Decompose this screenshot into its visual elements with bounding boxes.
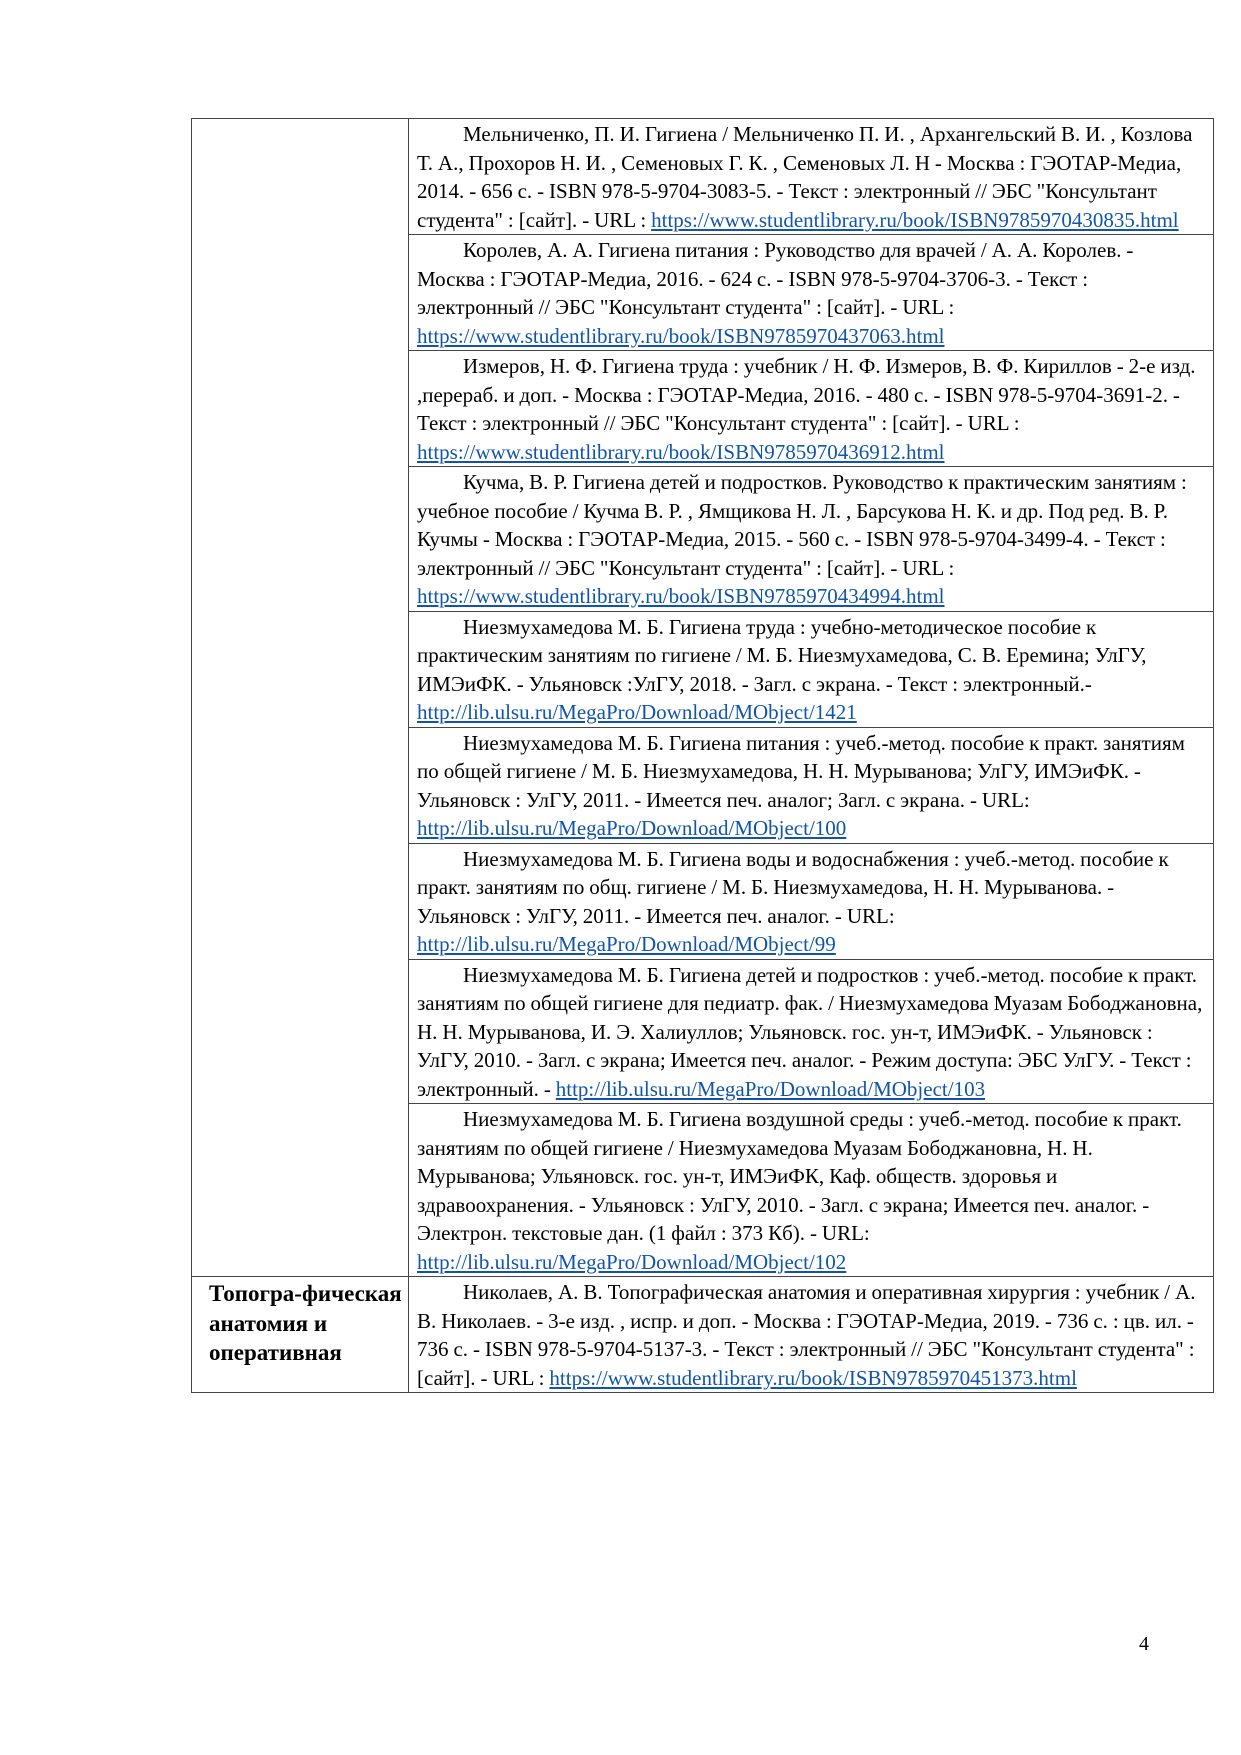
reference-cell [409, 611, 1214, 727]
table-row [192, 1277, 1214, 1393]
reference-link[interactable]: http://lib.ulsu.ru/MegaPro/Download/MObject/102 [417, 1249, 847, 1274]
reference-entry [409, 844, 1213, 959]
reference-text: Кучма, В. Р. Гигиена детей и подростков. Руководство к практическим занятиям : учебное пособие / Кучма В. Р. , Ямщикова Н. Л. , Барсукова Н. К. и др. Под ред. В. Р. Кучмы - Москва : ГЭОТАР-Медиа, 2015. - 560 с. - ISBN 978-5-9704-3499-4. - Текст : электронный // ЭБС "Консультант студента" : [сайт]. - URL : [417, 470, 1187, 580]
reference-link[interactable]: http://lib.ulsu.ru/MegaPro/Download/MObject/100 [417, 816, 847, 840]
subject-cell [192, 119, 409, 1277]
reference-text: Ниезмухамедова М. Б. Гигиена воздушной среды : учеб.-метод. пособие к практ. занятиям по общей гигиене / Ниезмухамедова Муазам Бободжановна, Н. Н. Мурыванова; Ульяновск. гос. ун-т, ИМЭиФК, Каф. обществ. здоровья и здравоохранения. - Ульяновск : УлГУ, 2010. - Загл. с экрана; Имеется печ. аналог. - Электрон. текстовые дан. (1 файл : 373 Кб). - URL: [417, 1107, 1182, 1245]
reference-link[interactable]: https://www.studentlibrary.ru/book/ISBN9785970430835.html [651, 207, 1179, 232]
reference-cell [409, 467, 1214, 612]
reference-cell [409, 119, 1214, 235]
reference-cell [409, 1104, 1214, 1277]
reference-link[interactable]: http://lib.ulsu.ru/MegaPro/Download/MObject/1421 [417, 700, 857, 724]
reference-cell [409, 351, 1214, 467]
reference-entry [409, 467, 1213, 611]
literature-table [191, 118, 1214, 1393]
reference-entry [409, 1277, 1213, 1392]
reference-entry [409, 612, 1213, 727]
subject-label: Топогра-фическая анатомия и оперативная [209, 1281, 402, 1365]
reference-entry [409, 119, 1213, 234]
reference-cell [409, 843, 1214, 959]
literature-table-body [192, 119, 1214, 1393]
reference-link[interactable]: http://lib.ulsu.ru/MegaPro/Download/MObject/99 [417, 932, 836, 956]
reference-link[interactable]: http://lib.ulsu.ru/MegaPro/Download/MObject/103 [555, 1076, 986, 1101]
subject-cell [192, 1277, 409, 1393]
reference-cell [409, 235, 1214, 351]
reference-link[interactable]: https://www.studentlibrary.ru/book/ISBN9785970437063.html [417, 323, 945, 348]
reference-link[interactable]: https://www.studentlibrary.ru/book/ISBN9785970434994.html [417, 584, 945, 608]
subject-label [192, 119, 408, 121]
reference-entry [409, 351, 1213, 466]
reference-text: Королев, А. А. Гигиена питания : Руководство для врачей / А. А. Королев. - Москва : ГЭОТАР-Медиа, 2016. - 624 с. - ISBN 978-5-9704-3706-3. - Текст : электронный // ЭБС "Консультант студента" : [сайт]. - URL : [417, 238, 1134, 319]
reference-entry [409, 728, 1213, 843]
page-number: 4 [1139, 1633, 1149, 1655]
reference-text: Николаев, А. В. Топографическая анатомия и оперативная хирургия : учебник / А. В. Николаев. - 3-е изд. , испр. и доп. - Москва : ГЭОТАР-Медиа, 2019. - 736 с. : цв. ил. - 736 с. - ISBN 978-5-9704-5137-3. - Текст : электронный // ЭБС "Консультант студента" : [сайт]. - URL : [417, 1280, 1196, 1390]
reference-text: Ниезмухамедова М. Б. Гигиена труда : учебно-методическое пособие к практическим занятиям по гигиене / М. Б. Ниезмухамедова, С. В. Еремина; УлГУ, ИМЭиФК. - Ульяновск :УлГУ, 2018. - Загл. с экрана. - Текст : электронный.- [417, 614, 1147, 696]
reference-entry [409, 235, 1213, 350]
reference-cell [409, 959, 1214, 1104]
reference-link[interactable]: https://www.studentlibrary.ru/book/ISBN9785970451373.html [549, 1365, 1077, 1390]
reference-entry [409, 1104, 1213, 1276]
table-row [192, 119, 1214, 235]
reference-text: Ниезмухамедова М. Б. Гигиена детей и подростков : учеб.-метод. пособие к практ. занятиям по общей гигиене для педиатр. фак. / Ниезмухамедова Муазам Бободжановна, Н. Н. Мурыванова, И. Э. Халиуллов; Ульяновск. гос. ун-т, ИМЭиФК. - Ульяновск : УлГУ, 2010. - Загл. с экрана; Имеется печ. аналог. - Режим доступа: ЭБС УлГУ. - Текст : электронный. - [417, 962, 1203, 1101]
reference-text: Измеров, Н. Ф. Гигиена труда : учебник / Н. Ф. Измеров, В. Ф. Кириллов - 2-е изд. ,перераб. и доп. - Москва : ГЭОТАР-Медиа, 2016. - 480 с. - ISBN 978-5-9704-3691-2. - Текст : электронный // ЭБС "Консультант студента" : [сайт]. - URL : [417, 354, 1196, 435]
reference-text: Мельниченко, П. И. Гигиена / Мельниченко П. И. , Архангельский В. И. , Козлова Т. А., Прохоров Н. И. , Семеновых Г. К. , Семеновых Л. Н - Москва : ГЭОТАР-Медиа, 2014. - 656 с. - ISBN 978-5-9704-3083-5. - Текст : электронный // ЭБС "Консультант студента" : [сайт]. - URL : [417, 122, 1193, 232]
reference-cell [409, 727, 1214, 843]
reference-entry [409, 960, 1213, 1104]
reference-cell [409, 1277, 1214, 1393]
reference-text: Ниезмухамедова М. Б. Гигиена питания : учеб.-метод. пособие к практ. занятиям по общей гигиене / М. Б. Ниезмухамедова, Н. Н. Мурыванова; УлГУ, ИМЭиФК. - Ульяновск : УлГУ, 2011. - Имеется печ. аналог; Загл. с экрана. - URL: [417, 730, 1185, 812]
reference-text: Ниезмухамедова М. Б. Гигиена воды и водоснабжения : учеб.-метод. пособие к практ. занятиям по общ. гигиене / М. Б. Ниезмухамедова, Н. Н. Мурыванова. - Ульяновск : УлГУ, 2011. - Имеется печ. аналог. - URL: [417, 846, 1169, 928]
reference-link[interactable]: https://www.studentlibrary.ru/book/ISBN9785970436912.html [417, 439, 945, 464]
